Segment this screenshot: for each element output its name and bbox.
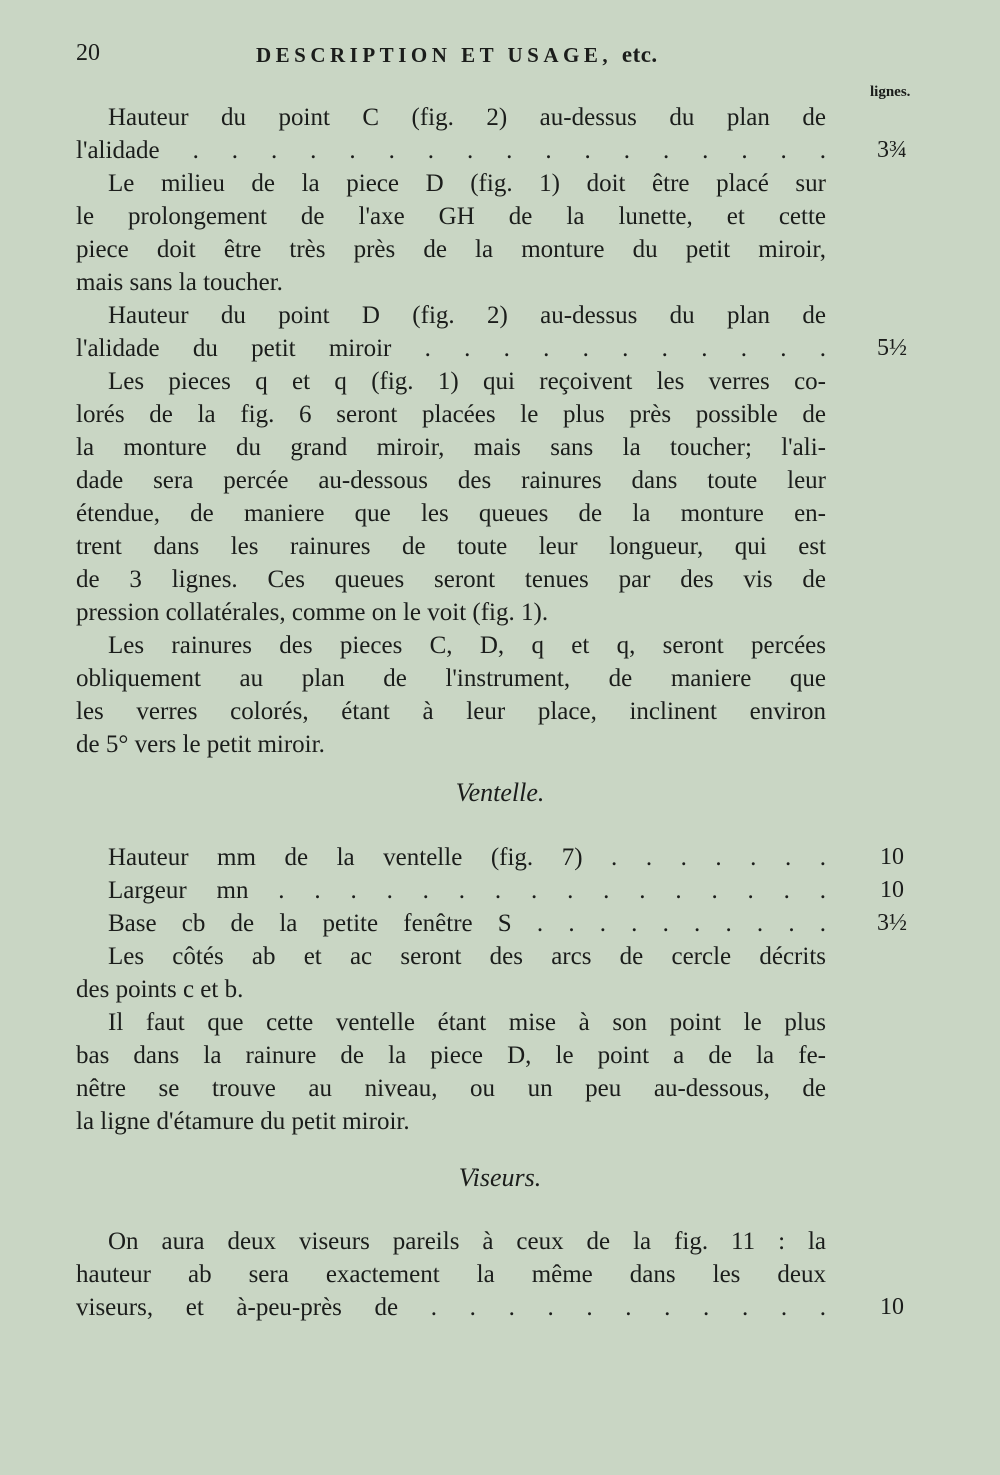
text-line: étendue, de maniere que les queues de la monture en- — [76, 500, 826, 527]
measure-value: 10 — [880, 1294, 904, 1320]
page-number: 20 — [76, 40, 100, 66]
text-line: l'alidade du petit miroir . . . . . . . . . . . — [76, 335, 826, 362]
measure-value: 3½ — [877, 910, 907, 936]
text-line: mais sans la toucher. — [76, 269, 283, 296]
text-line: Il faut que cette ventelle étant mise à son point le plus — [108, 1009, 826, 1036]
text-line: Largeur mn . . . . . . . . . . . . . . . . — [108, 877, 826, 904]
text-line: Base cb de la petite fenêtre S . . . . . . . . . . — [108, 910, 826, 937]
text-line: viseurs, et à-peu-près de . . . . . . . . . . . — [76, 1294, 826, 1321]
text-line: des points c et b. — [76, 976, 244, 1003]
text-line: On aura deux viseurs pareils à ceux de la fig. 11 : la — [108, 1228, 826, 1255]
text-line: Hauteur du point D (fig. 2) au-dessus du plan de — [108, 302, 826, 329]
text-line: piece doit être très près de la monture du petit miroir, — [76, 236, 826, 263]
section-heading-viseurs: Viseurs. — [458, 1163, 542, 1192]
running-title-text: DESCRIPTION ET USAGE, — [256, 43, 613, 67]
text-line: Les pieces q et q (fig. 1) qui reçoivent les verres co- — [108, 368, 826, 395]
text-line: bas dans la rainure de la piece D, le point a de la fe- — [76, 1042, 826, 1069]
text-line: pression collatérales, comme on le voit (fig. 1). — [76, 599, 549, 626]
text-line: Les rainures des pieces C, D, q et q, seront percées — [108, 632, 826, 659]
running-title-etc: etc. — [621, 42, 658, 67]
text-line: nêtre se trouve au niveau, ou un peu au-dessous, de — [76, 1075, 826, 1102]
text-line: de 3 lignes. Ces queues seront tenues par des vis de — [76, 566, 826, 593]
text-line: l'alidade . . . . . . . . . . . . . . . . . — [76, 137, 826, 164]
text-line: de 5° vers le petit miroir. — [76, 731, 325, 758]
text-line: les verres colorés, étant à leur place, inclinent environ — [76, 698, 826, 725]
text-line: Les côtés ab et ac seront des arcs de cercle décrits — [108, 943, 826, 970]
text-line: Hauteur mm de la ventelle (fig. 7) . . . . . . . — [108, 844, 826, 871]
text-line: lorés de la fig. 6 seront placées le plus près possible de — [76, 401, 826, 428]
text-line: le prolongement de l'axe GH de la lunette, et cette — [76, 203, 826, 230]
measure-value: 3¾ — [877, 137, 907, 163]
text-line: trent dans les rainures de toute leur longueur, qui est — [76, 533, 826, 560]
text-line: Hauteur du point C (fig. 2) au-dessus du plan de — [108, 104, 826, 131]
measure-value: 10 — [880, 877, 904, 903]
text-line: dade sera percée au-dessous des rainures dans toute leur — [76, 467, 826, 494]
text-line: obliquement au plan de l'instrument, de maniere que — [76, 665, 826, 692]
unit-label: lignes. — [870, 84, 911, 100]
measure-value: 10 — [880, 844, 904, 870]
section-heading-ventelle: Ventelle. — [455, 778, 545, 807]
text-line: la monture du grand miroir, mais sans la toucher; l'ali- — [76, 434, 826, 461]
measure-value: 5½ — [877, 335, 907, 361]
text-line: Le milieu de la piece D (fig. 1) doit être placé sur — [108, 170, 826, 197]
text-line: la ligne d'étamure du petit miroir. — [76, 1108, 410, 1135]
text-line: hauteur ab sera exactement la même dans les deux — [76, 1261, 826, 1288]
running-title — [256, 42, 658, 68]
